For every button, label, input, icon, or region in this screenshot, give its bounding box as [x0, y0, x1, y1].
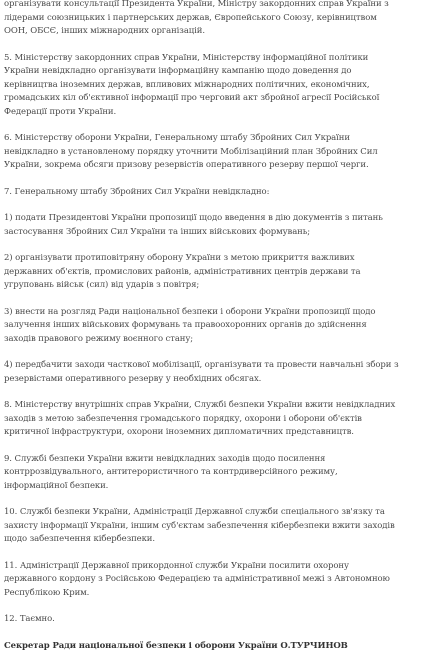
paragraph-item-10: 10. Службі безпеки України, Адміністрації Державної служби спеціального зв'язку та захисту інформації України, іншим суб'єктам забезпечення кібербезпеки вжити заходів щодо забезпечення кібербезпеки. [4, 507, 395, 544]
paragraph-subitem-2: 2) організувати протиповітряну оборону України з метою прикриття важливих державних об'єктів, промислових районів, адміністративних центрів держави та угруповань військ (сил) від ударів з повітря; [4, 253, 361, 290]
paragraph-item-12: 12. Таємно. [4, 614, 55, 624]
paragraph-item-11: 11. Адміністрації Державної прикордонної служби України посилити охорону державного кордону з Російською Федерацією та адміністративної межі з Автономною Республікою Крим. [4, 560, 390, 598]
paragraph-subitem-4: 4) передбачити заходи часткової мобілізації, організувати та провести навчальні збори з резервістами оперативного резерву у необхідних обсягах. [4, 360, 399, 384]
paragraph-item-9: 9. Службі безпеки України вжити невідкладних заходів щодо посилення контррозвідувального, антитерористичного та контрдиверсійного режиму, інформаційної безпеки. [4, 453, 338, 491]
paragraph-item-8: 8. Міністерству внутрішніх справ України, Службі безпеки України вжити невідкладних заходів з метою забезпечення громадського порядку, охорони і оборони об'єктів критичної інфраструктури, охорони іноземних дипломатичних представництв. [4, 400, 396, 437]
paragraph-item-5: 5. Міністерству закордонних справ України, Міністерству інформаційної політики України невідкладно організувати інформаційну кампанію щодо доведення до керівництва іноземних держав, впливових міжнародних політичних, економічних, громадських кіл об'єктивної інформації про черговий акт збройної агресії Російської Федерації проти України. [4, 52, 380, 117]
paragraph-subitem-3: 3) внести на розгляд Ради національної безпеки і оборони України пропозиції щодо залучення інших військових формувань та правоохоронних органів до здійснення заходів правового режиму воєнного стану; [4, 306, 376, 344]
paragraph-intro-continuation: організувати консультації Президента України, Міністру закордонних справ України з лідерами союзницьких і партнерських держав, Європейського Союзу, керівництвом ООН, ОБСЄ, інших міжнародних організацій. [4, 0, 389, 36]
document-body [4, 0, 424, 666]
paragraph-item-7: 7. Генеральному штабу Збройних Сил України невідкладно: [4, 186, 270, 197]
paragraph-subitem-1: 1) подати Президентові України пропозиції щодо введення в дію документів з питань застосування Збройних Сил України та інших військових формувань; [4, 213, 383, 237]
signature-line: Секретар Ради національної безпеки і оборони України О.ТУРЧИНОВ [4, 640, 348, 651]
paragraph-item-6: 6. Міністерству оборони України, Генеральному штабу Збройних Сил України невідкладно в установленому порядку уточнити Мобілізаційний план Збройних Сил України, зокрема обсяги призову резервістів оперативного резерву першої черги. [4, 133, 378, 170]
